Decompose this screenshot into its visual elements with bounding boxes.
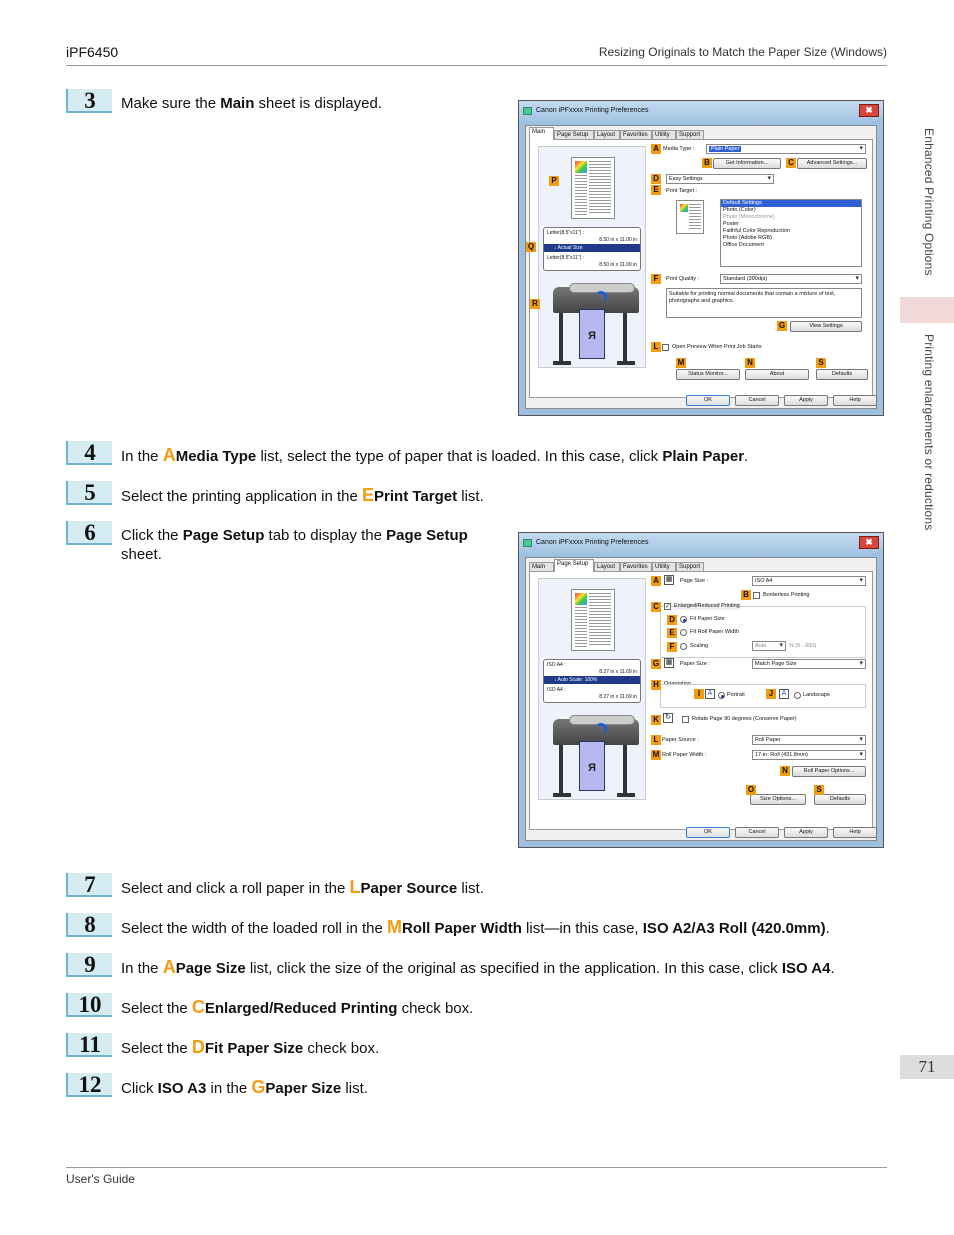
callout-s: S [816,358,826,368]
page-preview [571,589,615,651]
paper-size-select[interactable]: Match Page Size ▾ [752,659,866,669]
tab-layout[interactable]: Layout [594,130,620,140]
scale-text: Auto Scale: 100% [557,677,598,683]
text: sheet is displayed. [254,95,382,112]
step-text [121,486,484,506]
main-panel [529,139,873,398]
text: Click the [121,527,183,544]
ok-button[interactable]: OK [686,827,730,838]
header-rule [66,65,887,66]
step-number: 6 [66,521,112,545]
text: Select the [121,1040,192,1057]
photo-thumb [575,161,587,173]
printing-preferences-dialog-page-setup [518,532,884,848]
step-number: 5 [66,481,112,505]
callout-letter: G [251,1077,266,1097]
text-lines [575,607,587,647]
dialog-body [525,125,877,409]
callout-e: E [667,628,677,638]
rotate-page-icon: ↻ [663,713,673,723]
tab-page-setup[interactable]: Page Setup [554,559,594,572]
photo-thumb [575,593,587,605]
fit-paper-size-label: Fit Paper Size [690,616,725,622]
print-target-description: Suitable for printing normal documents that contain a mixture of text, photographs and graphics. [666,288,862,318]
bold-term: Main [220,95,255,112]
tab-favorites[interactable]: Favorites [620,562,652,572]
callout-d: D [651,174,661,184]
step-number: 10 [66,993,112,1017]
settings-preview [538,578,646,800]
text: In the [121,448,163,465]
tab-utility[interactable]: Utility [652,130,676,140]
text: in the [206,1080,252,1097]
text: list—in this case, [521,920,643,937]
step-text [121,446,748,466]
text: list, select the type of paper that is loaded. In this case, click [256,448,663,465]
bold-term: ISO A3 [157,1080,207,1097]
page-size-select[interactable]: ISO A4 ▾ [752,576,866,586]
original-size: ISO A4 : [547,662,566,668]
step-text [121,878,484,898]
feed-arrow-icon [595,723,607,735]
dialog-body [525,557,877,841]
step-text [121,998,473,1018]
callout-letter: A [162,957,176,977]
step-text [121,1038,379,1058]
callout-r: R [530,299,540,309]
list-item[interactable]: Default Settings [721,200,861,207]
text: Select the [121,1000,192,1017]
landscape-label: Landscape [803,692,830,698]
original-dimensions: 8.50 in x 11.00 in [599,237,637,243]
list-item[interactable]: Faithful Color Reproduction [723,228,790,234]
borderless-label: Borderless Printing [763,592,810,598]
tab-main[interactable]: Main [529,127,554,140]
side-subsection-label: Printing enlargements or reductions [922,334,936,531]
bold-term: Paper Source [360,880,458,897]
bold-term: Paper Size [265,1080,342,1097]
step-number: 12 [66,1073,112,1097]
print-target-label: Print Target : [666,188,698,194]
bold-term: Fit Paper Size [204,1040,304,1057]
callout-o: O [747,785,755,794]
printer-leg [559,311,563,363]
step-number: 4 [66,441,112,465]
callout-k: K [651,715,661,725]
callout-letter: D [191,1037,205,1057]
bold-term: Page Size [175,960,246,977]
fit-paper-size-radio[interactable] [680,616,687,623]
media-type-select[interactable] [706,144,866,154]
output-size: ISO A4 : [547,687,566,693]
enlarged-reduced-checkbox[interactable]: ✓ [665,604,671,610]
roll-paper-width-label: Roll Paper Width : [662,752,707,758]
callout-f: F [667,642,677,652]
text: list. [457,880,484,897]
text: tab to display the [264,527,387,544]
apply-button[interactable]: Apply [784,395,828,406]
close-icon[interactable]: ✖ [859,104,879,117]
close-icon[interactable]: ✖ [859,536,879,549]
ok-button[interactable]: OK [686,395,730,406]
callout-m: M [677,358,685,367]
output-paper [579,309,605,359]
printer-foot [617,361,635,365]
borderless-checkbox[interactable] [753,592,760,599]
portrait-label: Portrait [727,692,745,698]
rotate-page-label: Rotate Page 90 degrees (Conserve Paper) [692,716,797,722]
advanced-settings-button[interactable]: Advanced Settings... [797,158,867,169]
output-dimensions: 8.27 in x 11.69 in [599,694,637,700]
tab-support[interactable]: Support [676,562,704,572]
original-dimensions: 8.27 in x 11.69 in [599,669,637,675]
text: Click [121,1080,158,1097]
scale-indicator: ↓ Auto Scale: 100% [544,676,640,684]
scaling-range: % (5 - 600) [789,643,817,649]
text: Select the printing application in the [121,488,362,505]
orientation-group [660,684,866,708]
text: list, click the size of the original as specified in the application. In this case, click [245,960,782,977]
text: check box. [397,1000,474,1017]
callout-e: E [651,185,661,195]
dialog-title-bar [519,101,883,121]
page-setup-panel [529,571,873,830]
defaults-button[interactable]: Defaults [816,369,868,380]
step-text [121,94,382,113]
step-text [121,958,835,978]
bold-term: Plain Paper [662,448,745,465]
paper-source-label: Paper Source : [662,737,699,743]
tab-support[interactable]: Support [676,130,704,140]
bold-term: ISO A2/A3 Roll (420.0mm) [642,920,826,937]
list-item[interactable]: Photo (Adobe RGB) [723,235,772,241]
bold-term: Page Setup [182,527,265,544]
printer-app-icon [523,107,532,115]
tab-utility[interactable]: Utility [652,562,676,572]
list-item[interactable]: Photo (Color) [723,207,756,213]
step-text [121,918,830,938]
page-number: 71 [900,1055,954,1079]
roll-paper-width-select[interactable]: 17-in. Roll (431.8mm) ▾ [752,750,866,760]
paper-size-label: Paper Size : [680,661,710,667]
step-number: 3 [66,89,112,113]
list-item[interactable]: Poster [723,221,739,227]
page-preview [571,157,615,219]
header-model: iPF6450 [66,44,119,60]
callout-g: G [778,321,786,330]
defaults-button[interactable]: Defaults [814,794,866,805]
tab-favorites[interactable]: Favorites [620,130,652,140]
bold-term: Media Type [175,448,257,465]
bold-term: Page Setup [386,527,468,544]
status-monitor-button[interactable]: Status Monitor... [676,369,740,380]
output-paper [579,741,605,791]
callout-f: F [651,274,661,284]
side-section-label: Enhanced Printing Options [922,128,936,276]
print-quality-select[interactable]: Standard (300dpi) ▾ [720,274,862,284]
callout-letter: M [387,917,403,937]
help-button[interactable]: Help [833,395,877,406]
callout-a: A [651,144,661,154]
list-item[interactable]: Photo (Monochrome) [723,214,775,220]
paper-glyph: R [588,762,596,774]
text: In the [121,960,163,977]
get-information-button[interactable]: Get Information... [713,158,781,169]
step-number: 11 [66,1033,112,1057]
landscape-radio[interactable] [794,692,801,699]
printer-leg [623,311,627,363]
callout-m: M [652,750,660,759]
callout-letter: C [191,997,205,1017]
size-options-button[interactable]: Size Options... [750,794,806,805]
text: Select the width of the loaded roll in the [121,920,388,937]
callout-c: C [786,158,796,168]
text: list. [341,1080,368,1097]
step-number: 9 [66,953,112,977]
scale-indicator: ↓ Actual Size [544,244,640,252]
media-type-value: Plain Paper [711,146,740,152]
callout-d: D [667,615,677,625]
printer-illustration [551,713,641,799]
text-lines [589,593,611,647]
text-lines [575,175,587,215]
footer-guide-title: User's Guide [66,1172,135,1186]
orientation-label: Orientation [664,681,691,687]
page-size-label: Page Size : [680,578,709,584]
scaling-value-stepper[interactable]: Auto ▾ [752,641,786,651]
easy-settings-select[interactable]: Easy Settings ▾ [666,174,774,184]
print-target-thumbnail [676,200,704,234]
text-lines [589,161,611,215]
callout-b: B [741,590,751,600]
printer-leg [623,743,627,795]
callout-h: H [651,680,661,690]
bold-term: ISO A4 [781,960,831,977]
tab-page-setup[interactable]: Page Setup [554,130,594,140]
text: . [830,960,835,977]
text: sheet. [121,546,162,563]
printer-illustration [551,281,641,367]
bold-term: Roll Paper Width [402,920,522,937]
scaling-label: Scaling [690,643,709,649]
list-item[interactable]: Office Document [723,242,764,248]
text-lines [689,204,701,230]
callout-p: P [549,176,559,186]
printer-foot [617,793,635,797]
text: . [744,448,749,465]
printer-app-icon [523,539,532,547]
dialog-title: Canon iPFxxxx Printing Preferences [536,539,649,546]
cancel-button[interactable]: Cancel [735,395,779,406]
media-type-label: Media Type : [663,146,695,152]
printer-foot [553,793,571,797]
text: . [825,920,830,937]
callout-q: Q [527,242,535,251]
scale-text: Actual Size [557,245,583,251]
help-button[interactable]: Help [833,827,877,838]
printer-foot [553,361,571,365]
scaling-radio[interactable] [680,643,687,650]
original-size: Letter(8.5"x11") : [547,230,585,236]
step-text [121,1078,368,1098]
paper-source-select[interactable]: Roll Paper ▾ [752,735,866,745]
size-info-box [543,227,641,271]
photo-thumb [680,204,688,212]
text: list. [457,488,484,505]
header-section-title: Resizing Originals to Match the Paper Size (Windows) [598,45,887,59]
text: check box. [303,1040,380,1057]
output-dimensions: 8.50 in x 11.00 in [599,262,637,268]
apply-button[interactable]: Apply [784,827,828,838]
callout-letter: L [349,877,361,897]
step-text [121,526,496,564]
portrait-icon: A [705,689,715,699]
cancel-button[interactable]: Cancel [735,827,779,838]
callout-a: A [651,576,661,586]
fit-roll-width-label: Fit Roll Paper Width [690,629,739,635]
portrait-radio[interactable] [718,692,725,699]
dialog-title: Canon iPFxxxx Printing Preferences [536,107,649,114]
printing-preferences-dialog-main [518,100,884,416]
printer-leg [559,743,563,795]
roll-paper-options-button[interactable]: Roll Paper Options... [792,766,866,777]
output-size: Letter(8.5"x11") : [547,255,585,261]
rotate-page-checkbox[interactable] [682,716,689,723]
callout-i: I [694,689,704,699]
callout-l: L [651,735,661,745]
view-settings-button[interactable]: View Settings [790,321,862,332]
callout-b: B [702,158,712,168]
step-number: 7 [66,873,112,897]
print-quality-label: Print Quality : [666,276,700,282]
page-size-icon: ▦ [665,576,673,583]
open-preview-checkbox[interactable] [662,344,669,351]
print-target-list[interactable] [720,199,862,267]
footer-rule [66,1167,887,1168]
callout-n: N [780,766,790,776]
callout-s: S [814,785,824,795]
step-number: 8 [66,913,112,937]
fit-roll-width-radio[interactable] [680,629,687,636]
bold-term: Print Target [374,488,458,505]
bold-term: Enlarged/Reduced Printing [204,1000,398,1017]
side-section-tab [900,297,954,323]
tab-layout[interactable]: Layout [594,562,620,572]
landscape-icon: A [779,689,789,699]
enlarged-reduced-label: Enlarged/Reduced Printing [674,603,740,609]
callout-letter: A [162,445,176,465]
callout-j: J [766,689,776,699]
tab-main[interactable]: Main [529,562,554,572]
callout-c: C [651,602,661,612]
dialog-title-bar [519,533,883,553]
text: Select and click a roll paper in the [121,880,350,897]
callout-n: N [745,358,755,368]
feed-arrow-icon [595,291,607,303]
open-preview-label: Open Preview When Print Job Starts [672,344,762,350]
about-button[interactable]: About [745,369,809,380]
text: Make sure the [121,95,221,112]
callout-letter: E [362,485,375,505]
paper-size-icon: ▦ [665,659,673,666]
callout-l: L [651,342,661,352]
paper-glyph: R [588,330,596,342]
size-info-box [543,659,641,703]
callout-g: G [652,659,660,668]
